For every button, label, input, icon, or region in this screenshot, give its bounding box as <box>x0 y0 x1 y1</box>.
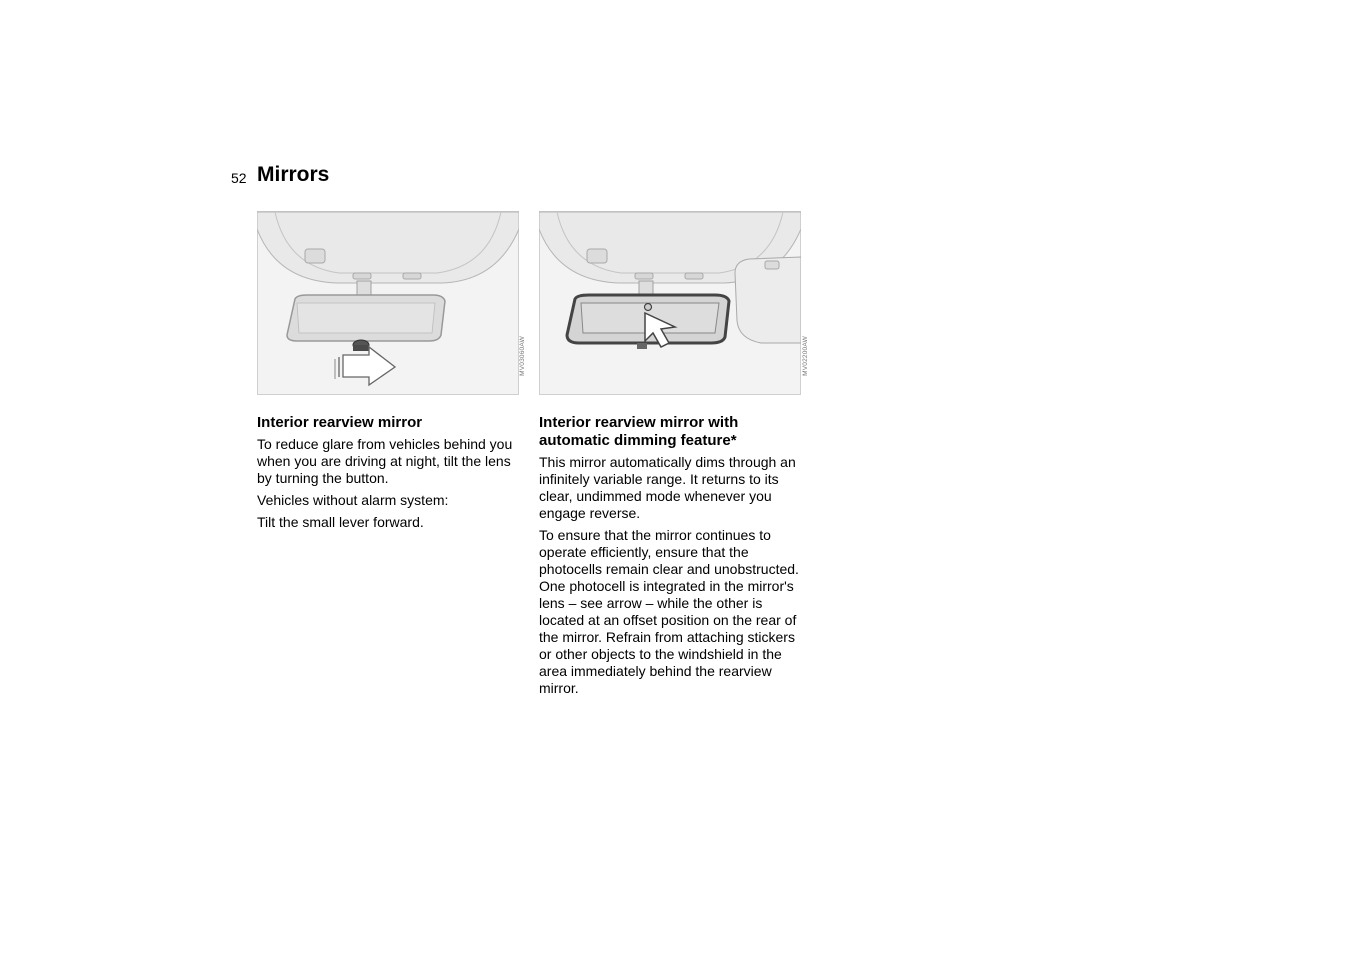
page-number: 52 <box>231 170 247 186</box>
auto-dimming-mirror-illustration <box>539 211 801 395</box>
section-heading-interior-mirror: Interior rearview mirror <box>257 414 423 431</box>
figure-code-right: MV02200AW <box>802 336 809 376</box>
interior-mirror-section <box>257 414 529 536</box>
paragraph: To reduce glare from vehicles behind you when you are driving at night, tilt the lens by turning the button. <box>257 436 513 486</box>
auto-dimming-mirror-section <box>539 414 811 702</box>
paragraph: This mirror automatically dims through an infinitely variable range. It returns to its clear, undimmed mode whenever you engage reverse. <box>539 454 796 521</box>
paragraph: Vehicles without alarm system: <box>257 492 449 508</box>
paragraph: To ensure that the mirror continues to operate efficiently, ensure that the photocells remain clear and unobstructed. One photocell is integrated in the mirror's lens – see arrow – while the other is located at an offset position on the rear of the mirror. Refrain from attaching stickers or other objects to the windshield in the area immediately behind the rearview mirror. <box>539 527 799 696</box>
figure-code-left: MV03060AW <box>519 336 526 376</box>
mirror-tilt-illustration <box>257 211 519 395</box>
paragraph: Tilt the small lever forward. <box>257 514 424 530</box>
page-title: Mirrors <box>257 163 330 186</box>
section-heading-auto-dimming: Interior rearview mirror with automatic dimming feature* <box>539 414 739 449</box>
